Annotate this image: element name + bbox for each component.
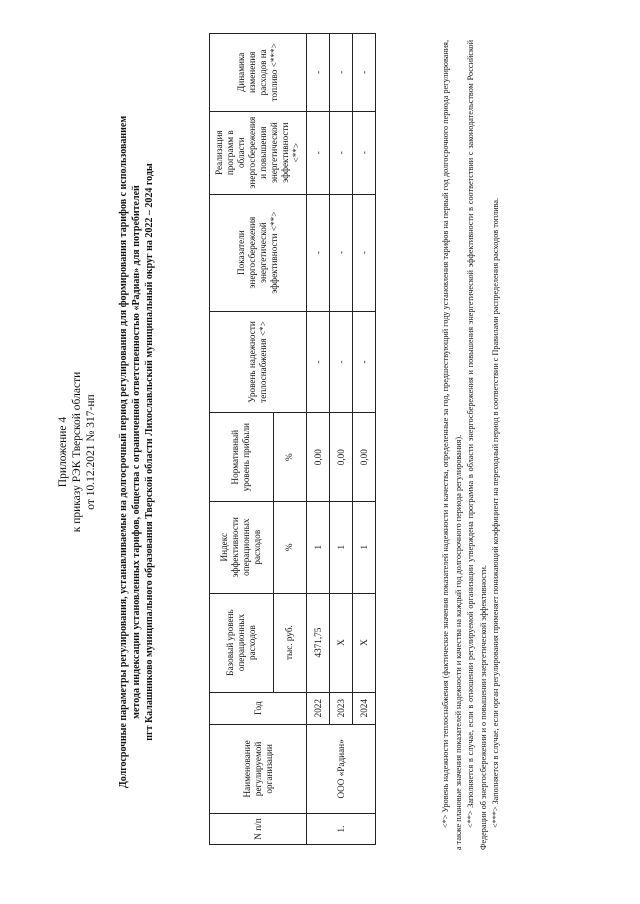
cell-energy: - bbox=[307, 194, 330, 311]
cell-fuel: - bbox=[330, 34, 353, 112]
cell-index: 1 bbox=[330, 501, 353, 593]
cell-profit: 0,00 bbox=[307, 413, 330, 502]
table-row bbox=[353, 34, 376, 845]
header-programs: Реализация программ в области энергосбережения и повышения энергетической эффективности <**> bbox=[210, 111, 307, 194]
table-row bbox=[330, 34, 353, 845]
appendix-order-date: от 10.12.2021 № 317-нп bbox=[85, 394, 97, 510]
cell-reliability: - bbox=[307, 311, 330, 413]
cell-year: 2023 bbox=[330, 692, 353, 724]
unit-profit: % bbox=[273, 413, 306, 502]
header-fuel: Динамика изменения расходов на топливо <***> bbox=[210, 34, 307, 112]
appendix-order-ref: к приказу РЭК Тверской области bbox=[71, 371, 83, 533]
cell-programs: - bbox=[353, 111, 376, 194]
table-header-row bbox=[210, 34, 274, 845]
header-profit: Нормативный уровень прибыли bbox=[210, 413, 274, 502]
cell-year: 2022 bbox=[307, 692, 330, 724]
header-year: Год bbox=[210, 692, 307, 724]
cell-programs: - bbox=[307, 111, 330, 194]
cell-programs: - bbox=[330, 111, 353, 194]
row-number: 1. bbox=[307, 814, 376, 845]
cell-year: 2024 bbox=[353, 692, 376, 724]
cell-fuel: - bbox=[353, 34, 376, 112]
title-line-2: метода индексации установленных тарифов, общества с ограниченной ответственностью «Радиан» для потребителей bbox=[131, 185, 142, 719]
cell-base: X bbox=[353, 593, 376, 692]
title-line-1: Долгосрочные параметры регулирования, устанавливаемые на долгосрочный период регулирования для формирования тарифов с использованием bbox=[118, 115, 129, 789]
org-name: ООО «Радиан» bbox=[307, 724, 376, 813]
header-org: Наименование регулируемой организации bbox=[210, 724, 307, 813]
footnotes bbox=[440, 40, 503, 850]
appendix-number: Приложение 4 bbox=[57, 416, 69, 488]
title-line-3: пгт Калашниково муниципального образования Тверской области Лихославльский муниципальный округ на 2022 – 2024 годы bbox=[144, 163, 155, 741]
cell-base: X bbox=[330, 593, 353, 692]
cell-energy: - bbox=[330, 194, 353, 311]
document-title bbox=[117, 54, 156, 850]
footnote-2: <**> Заполняется в случае, если в отношении регулируемой организации утверждена программа в области энергосбережения и повышения энергетической эффективности в соответствии с законодательством Российской Федерации об энергосбережении и о повышении энергетической эффективности. bbox=[466, 40, 488, 850]
footnote-3: <***> Заполняется в случае, если орган регулирования применяет понижающий коэффициент на переходный период в соответствии с Правилами распределения расходов топлива. bbox=[491, 197, 500, 828]
cell-base: 4371,75 bbox=[307, 593, 330, 692]
cell-index: 1 bbox=[353, 501, 376, 593]
footnote-1: <*> Уровень надежности теплоснабжения (фактические значения показателей надежности и качества, определенные за год, предшествующий году установления тарифов на первый год долгосрочного периода регулирования, а также плановые значения показателей надежности и качества на каждый год долгосрочного периода регулирования). bbox=[441, 40, 463, 850]
cell-reliability: - bbox=[330, 311, 353, 413]
cell-energy: - bbox=[353, 194, 376, 311]
header-reliability: Уровень надежности теплоснабжения <*> bbox=[210, 311, 307, 413]
header-base: Базовый уровень операционных расходов bbox=[210, 593, 274, 692]
unit-base: тыс. руб. bbox=[273, 593, 306, 692]
cell-fuel: - bbox=[307, 34, 330, 112]
cell-profit: 0,00 bbox=[353, 413, 376, 502]
cell-reliability: - bbox=[353, 311, 376, 413]
cell-profit: 0,00 bbox=[330, 413, 353, 502]
parameters-table bbox=[209, 33, 376, 845]
appendix-header bbox=[56, 0, 98, 904]
unit-index: % bbox=[273, 501, 306, 593]
header-energy: Показатели энергосбережения энергетической эффективности <**> bbox=[210, 194, 307, 311]
table-row bbox=[307, 34, 330, 845]
cell-index: 1 bbox=[307, 501, 330, 593]
header-index: Индекс эффективности операционных расходов bbox=[210, 501, 274, 593]
header-num: N п/п bbox=[210, 814, 307, 845]
